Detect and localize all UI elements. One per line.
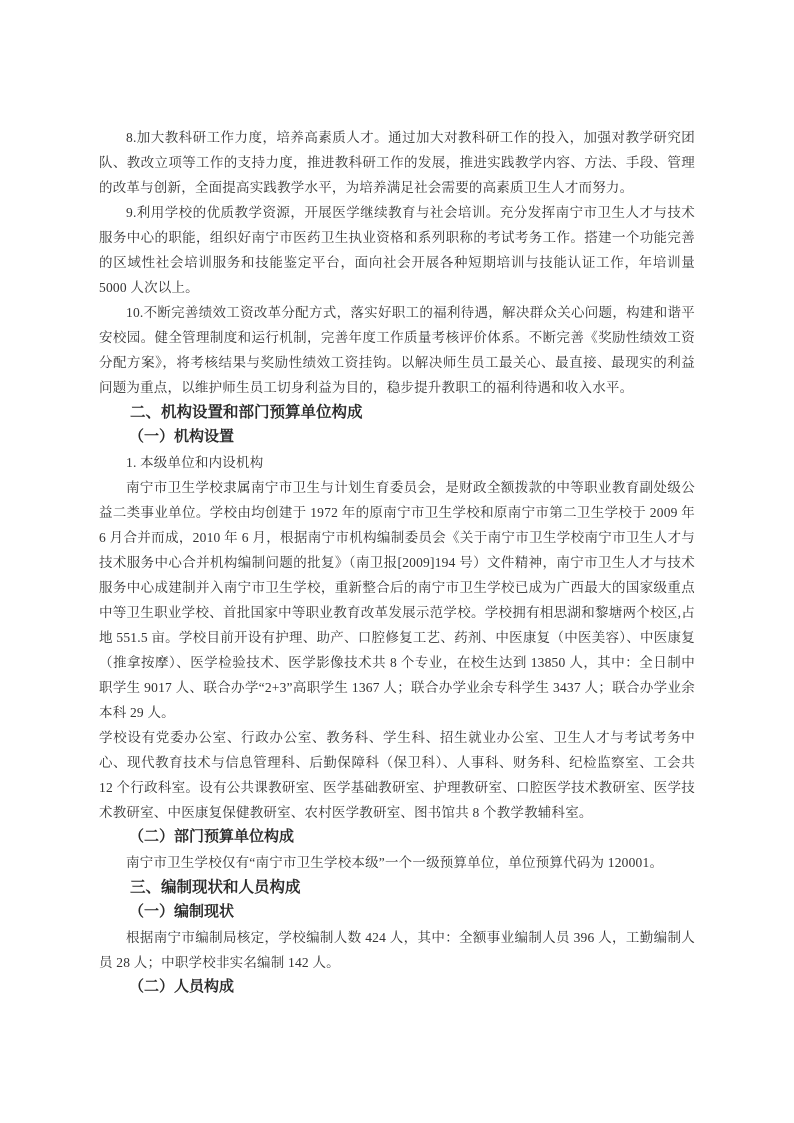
section-heading: 三、编制现状和人员构成 [130, 879, 301, 896]
subsection-heading: （二）部门预算单位构成 [129, 829, 295, 845]
body-paragraph: 1. 本级单位和内设机构 [126, 455, 264, 470]
body-paragraph: 南宁市卫生学校隶属南宁市卫生与计划生育委员会，是财政全额拨款的中等职业教育副处级公益二类事业单位。学校由均创建于 1972 年的原南宁市卫生学校和原南宁市第二卫生学校于 2009 年 6 月合并而成，2010 年 6 月，根据南宁市机构编制委员会《关于南宁市卫生学校南宁市卫生人才与技术服务中心合并机构编制问题的批复》（南卫报[2009]194 号）文件精神，南宁市卫生人才与技术服务中心成建制并入南宁市卫生学校，重新整合后的南宁市卫生学校已成为广西最大的国家级重点中等卫生职业学校、首批国家中等职业教育改革发展示范学校。学校拥有相思湖和黎塘两个校区,占地 551.5 亩。学校目前开设有护理、助产、口腔修复工艺、药剂、中医康复（中医美容）、中医康复（推拿按摩）、医学检验技术、医学影像技术共 8 个专业，在校生达到 13850 人，其中：全日制中职学生 9017 人、联合办学“2+3”高职学生 1367 人；联合办学业余专科学生 3437 人；联合办学业余本科 29 人。 [99, 480, 695, 720]
subsection-heading: （一）编制现状 [129, 904, 235, 920]
body-paragraph: 南宁市卫生学校仅有“南宁市卫生学校本级”一个一级预算单位，单位预算代码为 120001。 [126, 855, 664, 870]
body-paragraph: 8.加大教科研工作力度，培养高素质人才。通过加大对教科研工作的投入，加强对教学研究团队、教改立项等工作的支持力度，推进教科研工作的发展，推进实践教学内容、方法、手段、管理的改革与创新，全面提高实践教学水平，为培养满足社会需要的高素质卫生人才而努力。 [99, 130, 695, 195]
section-heading: 二、机构设置和部门预算单位构成 [130, 404, 363, 421]
body-paragraph: 根据南宁市编制局核定，学校编制人数 424 人，其中：全额事业编制人员 396 人，工勤编制人员 28 人；中职学校非实名编制 142 人。 [99, 930, 695, 970]
body-paragraph: 学校设有党委办公室、行政办公室、教务科、学生科、招生就业办公室、卫生人才与考试考务中心、现代教育技术与信息管理科、后勤保障科（保卫科）、人事科、财务科、纪检监察室、工会共 12 个行政科室。设有公共课教研室、医学基础教研室、护理教研室、口腔医学技术教研室、医学技术教研室、中医康复保健教研室、农村医学教研室、图书馆共 8 个教学教辅科室。 [99, 730, 695, 820]
subsection-heading: （一）机构设置 [129, 429, 235, 445]
document-content [99, 125, 695, 1000]
subsection-heading: （二）人员构成 [129, 979, 235, 995]
body-paragraph: 10.不断完善绩效工资改革分配方式，落实好职工的福利待遇，解决群众关心问题，构建和谐平安校园。健全管理制度和运行机制，完善年度工作质量考核评价体系。不断完善《奖励性绩效工资分配方案》，将考核结果与奖励性绩效工资挂钩。以解决师生员工最关心、最直接、最现实的利益问题为重点，以维护师生员工切身利益为目的，稳步提升教职工的福利待遇和收入水平。 [99, 305, 695, 395]
body-paragraph: 9.利用学校的优质教学资源，开展医学继续教育与社会培训。充分发挥南宁市卫生人才与技术服务中心的职能，组织好南宁市医药卫生执业资格和系列职称的考试考务工作。搭建一个功能完善的区域性社会培训服务和技能鉴定平台，面向社会开展各种短期培训与技能认证工作，年培训量 5000 人次以上。 [99, 205, 695, 295]
